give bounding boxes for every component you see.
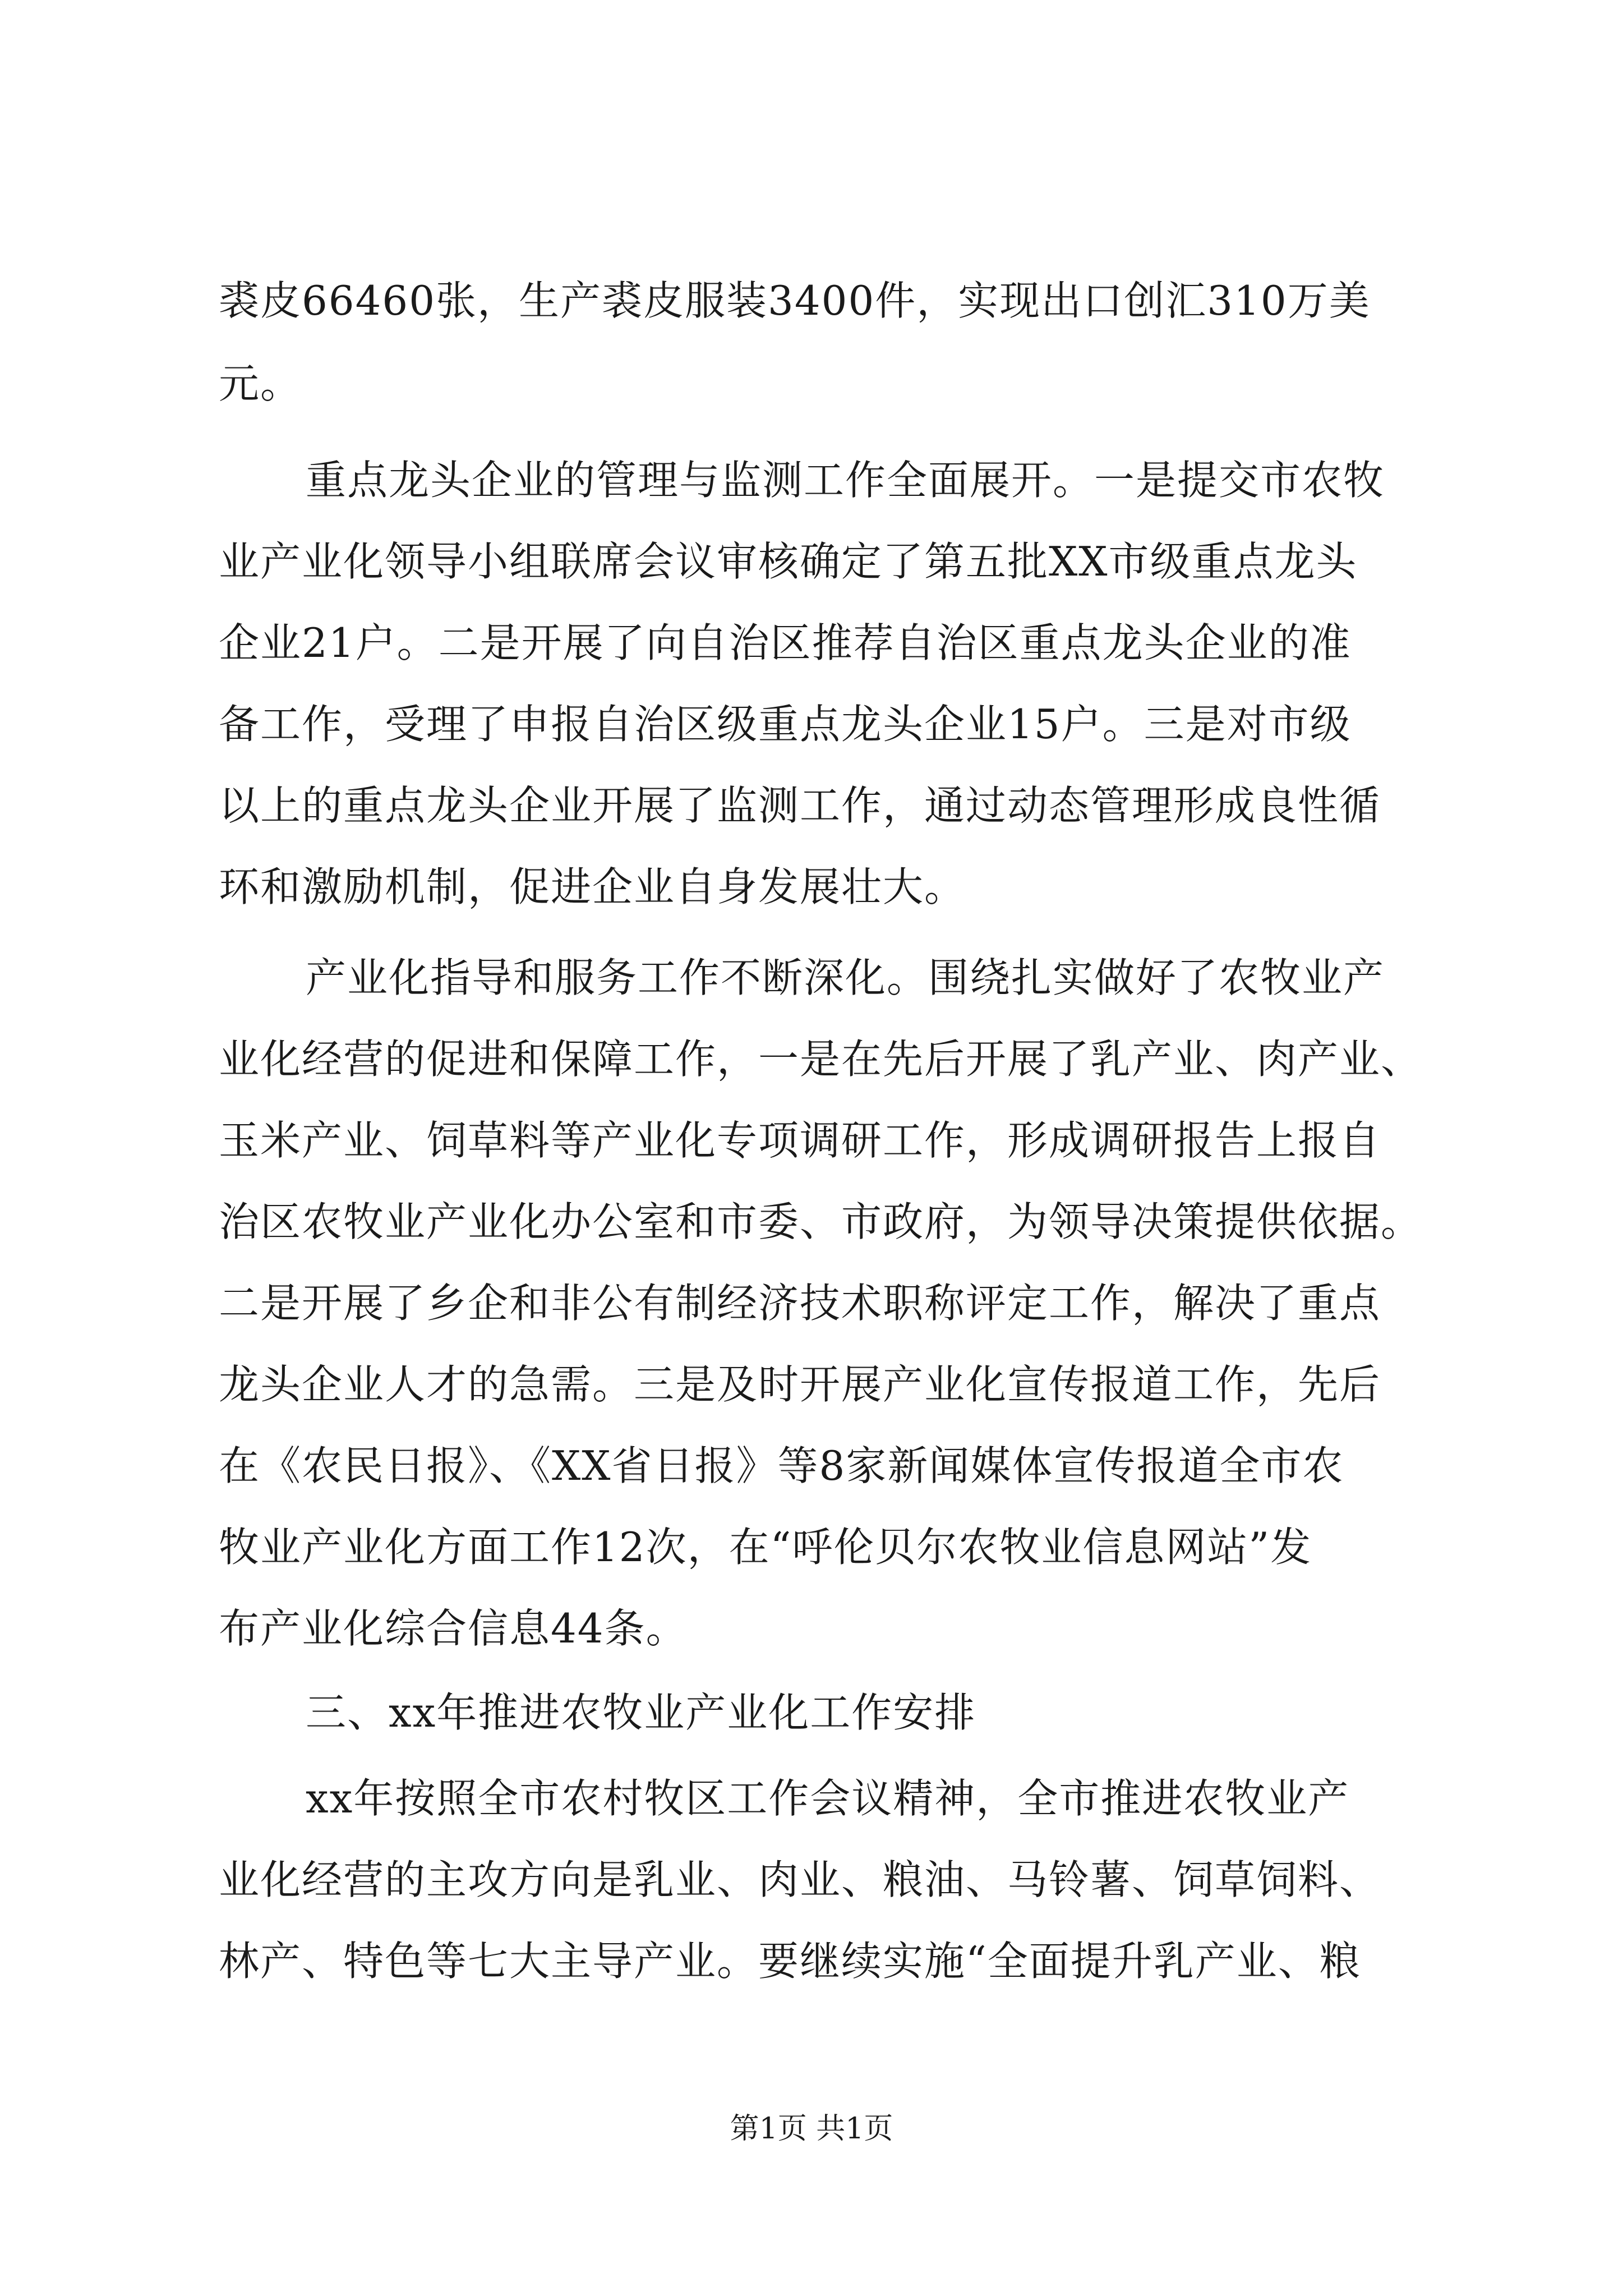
text-line: 布产业化综合信息44条。 [219, 1605, 688, 1652]
page-footer: 第1页 共1页 [730, 2112, 893, 2146]
paragraph-first-line: 重点龙头企业的管理与监测工作全面展开。一是提交市农牧 [306, 457, 1385, 504]
text-line: 以上的重点龙头企业开展了监测工作，通过动态管理形成良性循 [219, 782, 1381, 829]
text-line: 业化经营的促进和保障工作，一是在先后开展了乳产业、肉产业、 [219, 1036, 1423, 1083]
text-line: 治区农牧业产业化办公室和市委、市政府，为领导决策提供依据。 [219, 1198, 1423, 1245]
paragraph-first-line: 产业化指导和服务工作不断深化。围绕扎实做好了农牧业产 [306, 954, 1385, 1001]
section-heading: 三、xx年推进农牧业产业化工作安排 [306, 1689, 976, 1736]
paragraph-first-line: xx年按照全市农村牧区工作会议精神，全市推进农牧业产 [306, 1775, 1350, 1822]
text-line: 牧业产业化方面工作12次，在“呼伦贝尔农牧业信息网站”发 [219, 1524, 1312, 1571]
text-line: 元。 [219, 360, 302, 407]
text-line: 林产、特色等七大主导产业。要继续实施“全面提升乳产业、粮 [219, 1938, 1361, 1985]
text-line: 备工作，受理了申报自治区级重点龙头企业15户。三是对市级 [219, 701, 1352, 748]
text-line: 企业21户。二是开展了向自治区推荐自治区重点龙头企业的准 [219, 619, 1352, 666]
text-line: 环和激励机制，促进企业自身发展壮大。 [219, 863, 966, 910]
text-line: 业化经营的主攻方向是乳业、肉业、粮油、马铃薯、饲草饲料、 [219, 1856, 1381, 1903]
text-line: 玉米产业、饲草料等产业化专项调研工作，形成调研报告上报自 [219, 1117, 1381, 1164]
text-line: 二是开展了乡企和非公有制经济技术职称评定工作，解决了重点 [219, 1280, 1381, 1327]
text-line: 裘皮66460张，生产裘皮服装3400件，实现出口创汇310万美 [219, 277, 1371, 324]
text-line: 在《农民日报》、《XX省日报》等8家新闻媒体宣传报道全市农 [219, 1442, 1344, 1489]
text-line: 业产业化领导小组联席会议审核确定了第五批XX市级重点龙头 [219, 538, 1358, 585]
text-line: 龙头企业人才的急需。三是及时开展产业化宣传报道工作，先后 [219, 1361, 1381, 1408]
